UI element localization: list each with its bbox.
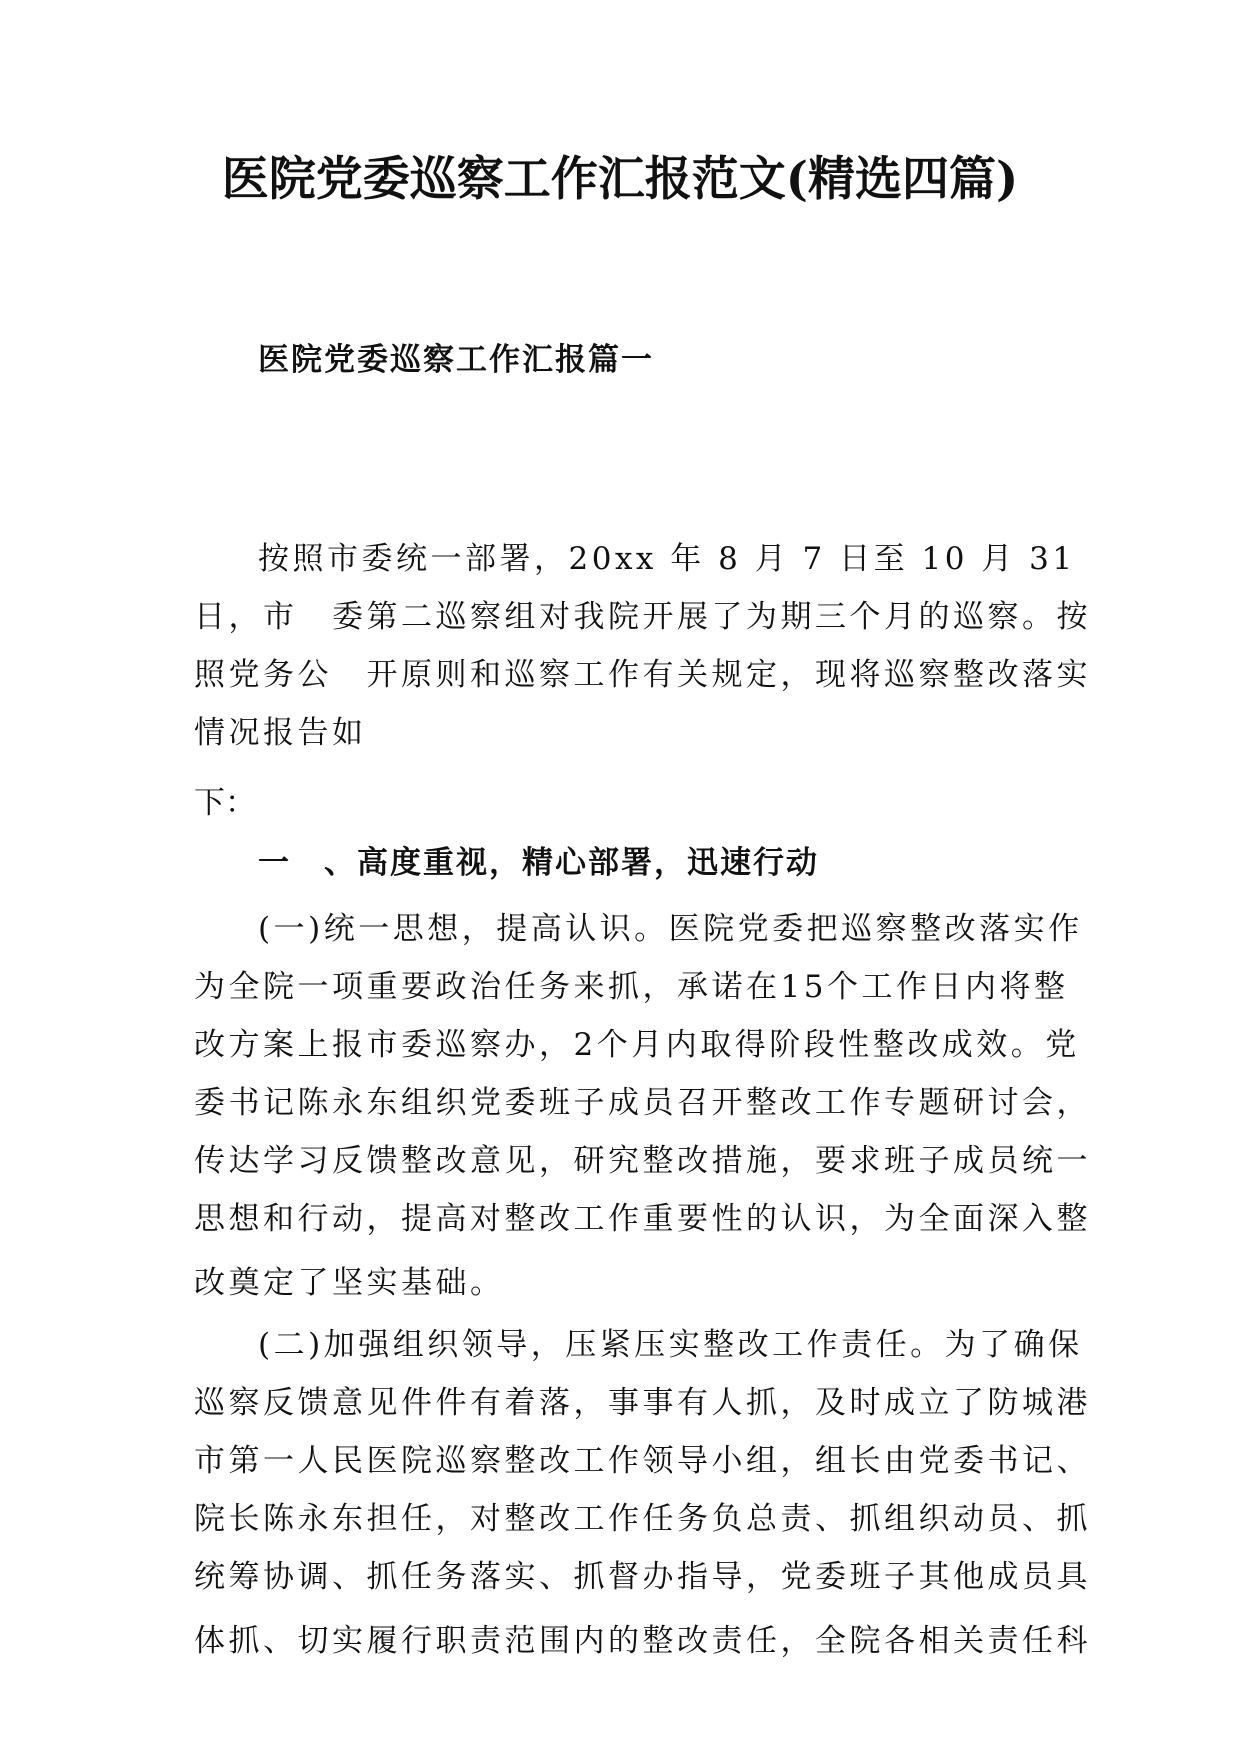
- paragraph-line: 委书记陈永东组织党委班子成员召开整改工作专题研讨会，: [194, 1085, 1091, 1121]
- section-heading: 医院党委巡察工作汇报篇一: [258, 342, 654, 378]
- paragraph-1: [194, 900, 1091, 1312]
- paragraph-line: 巡察反馈意见件件有着落，事事有人抓，及时成立了防城港: [194, 1385, 1091, 1421]
- paragraph-line: 体抓、切实履行职责范围内的整改责任，全院各相关责任科: [194, 1623, 1091, 1659]
- paragraph-line: (一)统一思想，提高认识。医院党委把巡察整改落实作: [258, 911, 1083, 947]
- paragraph-line: (二)加强组织领导，压紧压实整改工作责任。为了确保: [258, 1327, 1083, 1363]
- paragraph-line: 为全院一项重要政治任务来抓，承诺在15个工作日内将整: [194, 969, 1069, 1005]
- paragraph-line: 改奠定了坚实基础。: [194, 1265, 505, 1301]
- paragraph-line: 统筹协调、抓任务落实、抓督办指导，党委班子其他成员具: [194, 1559, 1091, 1595]
- paragraph-line: 思想和行动，提高对整改工作重要性的认识，为全面深入整: [194, 1201, 1091, 1237]
- paragraph-line: 按照市委统一部署，20xx 年 8 月 7 日至 10 月 31: [258, 541, 1076, 577]
- sub-heading: 一 、高度重视，精心部署，迅速行动: [258, 845, 819, 881]
- paragraph-line: 院长陈永东担任，对整改工作任务负总责、抓组织动员、抓: [194, 1501, 1091, 1537]
- paragraph-line: 传达学习反馈整改意见，研究整改措施，要求班子成员统一: [194, 1143, 1091, 1179]
- paragraph-line: 市第一人民医院巡察整改工作领导小组，组长由党委书记、: [194, 1443, 1091, 1479]
- intro-tail: 下：: [194, 785, 256, 821]
- intro-paragraph: [194, 530, 1091, 762]
- paragraph-line: 改方案上报市委巡察办，2个月内取得阶段性整改成效。党: [194, 1027, 1080, 1063]
- paragraph-line: 日，市 委第二巡察组对我院开展了为期三个月的巡察。按: [194, 599, 1091, 635]
- document-title: 医院党委巡察工作汇报范文(精选四篇): [221, 152, 1019, 207]
- paragraph-2: [194, 1316, 1091, 1670]
- paragraph-line: 照党务公 开原则和巡察工作有关规定，现将巡察整改落实: [194, 657, 1091, 693]
- paragraph-line: 情况报告如: [194, 715, 367, 751]
